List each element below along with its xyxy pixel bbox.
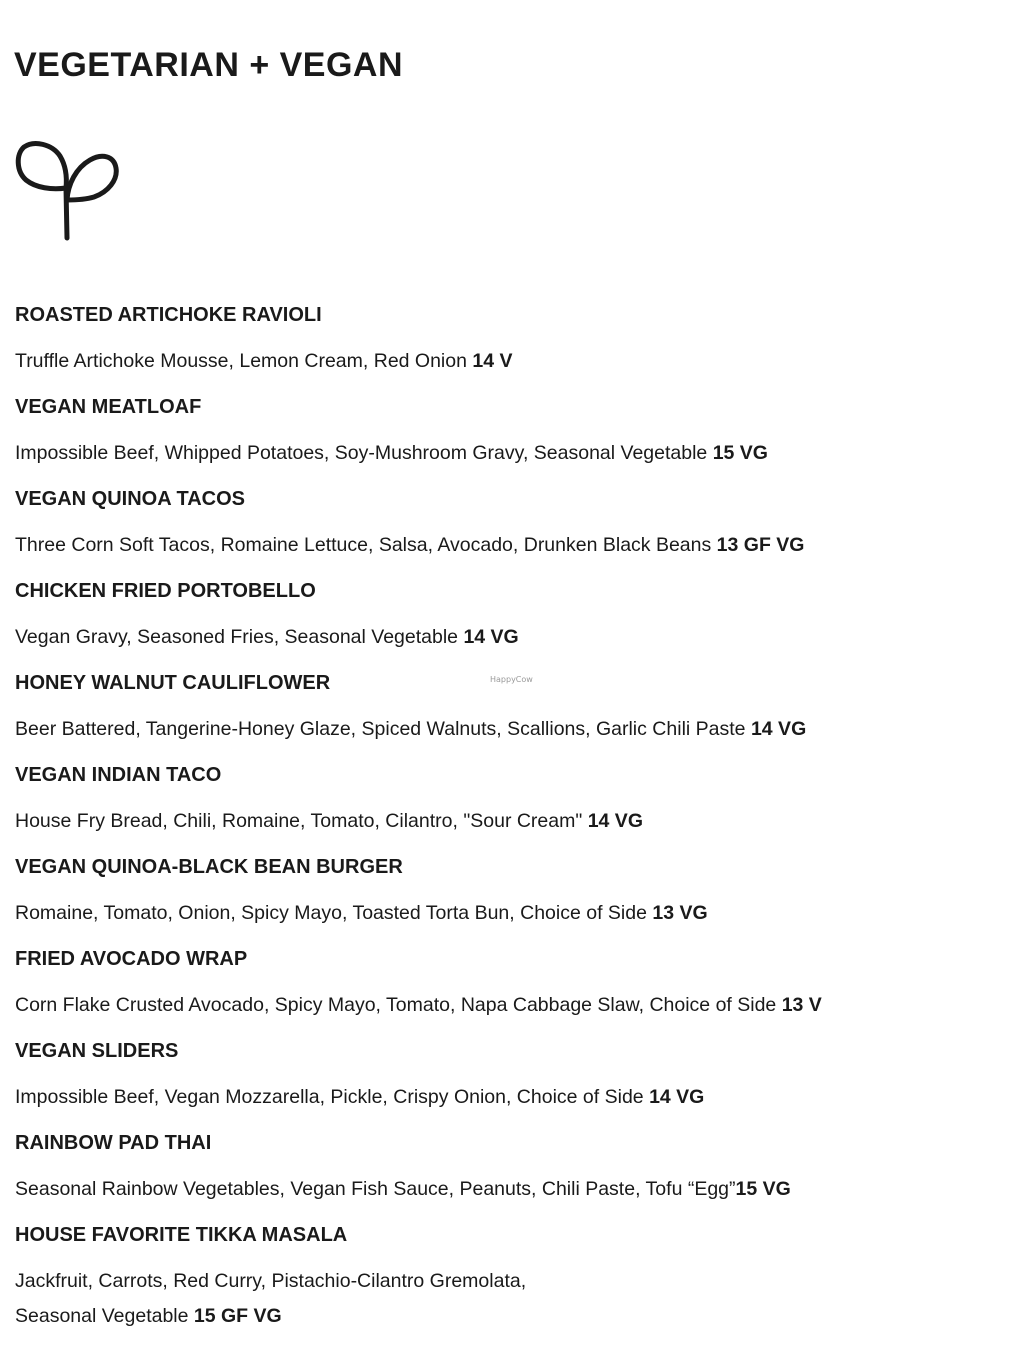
menu-item [15,392,1005,468]
item-description-line2 [15,1301,1005,1331]
menu-item [15,1128,1005,1204]
item-price-tags: 13 GF VG [716,534,805,556]
item-description [15,898,1005,928]
item-description-text: Jackfruit, Carrots, Red Curry, Pistachio-Cilantro Gremolata, [15,1270,527,1292]
item-price-tags: 14 VG [750,718,807,740]
item-description [15,1266,1005,1331]
item-name: VEGAN SLIDERS [15,1040,179,1062]
item-price-tags: 13 V [781,994,822,1016]
item-description-text: Romaine, Tomato, Onion, Spicy Mayo, Toasted Torta Bun, Choice of Side [15,902,647,924]
item-description [15,438,1005,468]
item-price-tags: 13 VG [652,902,708,924]
item-price-tags: 15 VG [712,442,768,464]
item-name: HONEY WALNUT CAULIFLOWER [15,672,331,694]
item-price-tags: 15 VG [735,1178,791,1200]
item-price-tags: 15 GF VG [193,1305,282,1327]
menu-item [15,944,1005,1020]
item-description [15,806,1005,836]
item-description-text: Seasonal Rainbow Vegetables, Vegan Fish Sauce, Peanuts, Chili Paste, Tofu “Egg” [15,1178,736,1200]
menu-item [15,576,1005,652]
item-name: VEGAN INDIAN TACO [15,764,222,786]
item-description-text: Truffle Artichoke Mousse, Lemon Cream, Red Onion [15,350,467,372]
menu-list [15,300,1005,1347]
item-name: RAINBOW PAD THAI [15,1132,212,1154]
item-description-text: Vegan Gravy, Seasoned Fries, Seasonal Vegetable [15,626,459,648]
menu-item [15,300,1005,376]
item-description [15,1082,1005,1112]
item-price-tags: 14 VG [463,626,519,648]
leaf-sprout-icon [14,138,120,242]
item-description-text-line2: Seasonal Vegetable [15,1305,189,1327]
item-name: VEGAN MEATLOAF [15,396,202,418]
item-price-tags: 14 V [472,350,513,372]
item-name: HOUSE FAVORITE TIKKA MASALA [15,1224,348,1246]
item-description-text: Three Corn Soft Tacos, Romaine Lettuce, Salsa, Avocado, Drunken Black Beans [15,534,712,556]
item-name: FRIED AVOCADO WRAP [15,948,248,970]
item-price-tags: 14 VG [649,1086,705,1108]
watermark: HappyCow [490,675,533,684]
menu-item [15,668,1005,744]
item-name: CHICKEN FRIED PORTOBELLO [15,580,316,602]
item-description-text: Corn Flake Crusted Avocado, Spicy Mayo, Tomato, Napa Cabbage Slaw, Choice of Side [15,994,777,1016]
menu-item [15,484,1005,560]
item-description [15,1174,1005,1204]
item-description [15,530,1005,560]
item-description [15,622,1005,652]
item-description [15,990,1005,1020]
menu-item [15,1036,1005,1112]
menu-item [15,1220,1005,1331]
menu-item [15,760,1005,836]
item-description-text: Impossible Beef, Whipped Potatoes, Soy-Mushroom Gravy, Seasonal Vegetable [15,442,708,464]
item-name: ROASTED ARTICHOKE RAVIOLI [15,304,322,326]
item-name: VEGAN QUINOA TACOS [15,488,246,510]
item-description-text: House Fry Bread, Chili, Romaine, Tomato, Cilantro, "Sour Cream" [15,810,583,832]
menu-item [15,852,1005,928]
item-description-text: Impossible Beef, Vegan Mozzarella, Pickle, Crispy Onion, Choice of Side [15,1086,644,1108]
item-price-tags: 14 VG [587,810,643,832]
item-description-text: Beer Battered, Tangerine-Honey Glaze, Spiced Walnuts, Scallions, Garlic Chili Paste [15,718,746,740]
item-description [15,714,1005,744]
item-description [15,346,1005,376]
item-name: VEGAN QUINOA-BLACK BEAN BURGER [15,856,403,878]
page-title: VEGETARIAN + VEGAN [14,46,404,84]
